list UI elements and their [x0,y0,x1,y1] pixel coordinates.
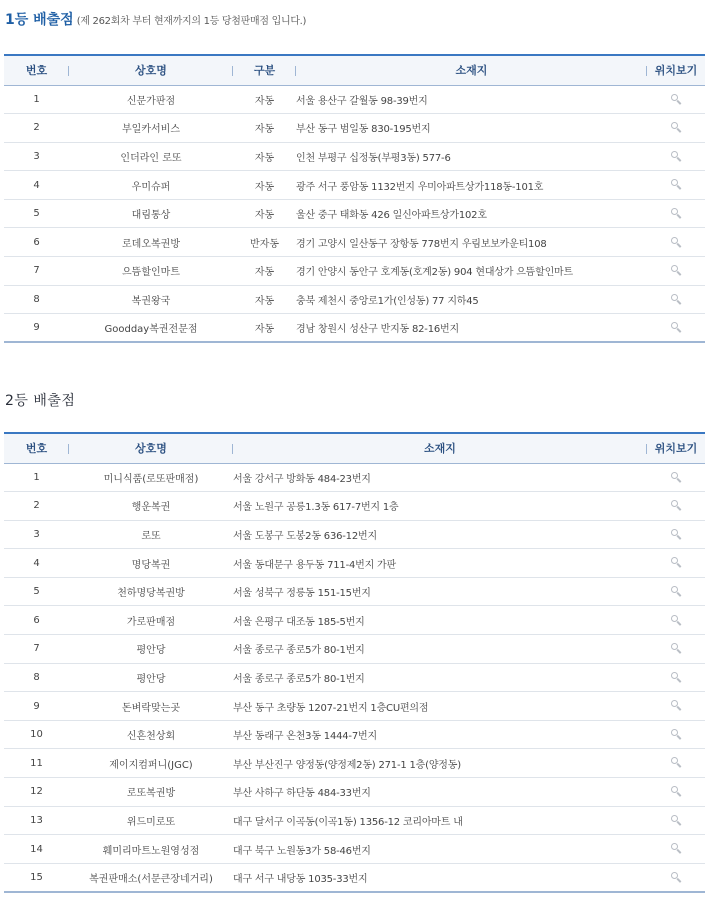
row-number: 2 [4,114,69,143]
col-header-address: 소재지 [296,55,647,85]
table-row [4,228,705,257]
shop-address: 광주 서구 풍암동 1132번지 우미아파트상가118동-101호 [296,171,647,200]
col-header-number: 번호 [4,55,69,85]
shop-name: 신흔천상회 [69,720,233,749]
row-number: 9 [4,692,69,721]
shop-name: 제이지컴퍼니(JGC) [69,749,233,778]
shop-address: 서울 동대문구 용두동 711-4번지 가판 [233,549,647,578]
selection-type: 자동 [233,199,296,228]
table-row [4,199,705,228]
table-row [4,606,705,635]
magnifier-icon[interactable] [671,265,682,276]
location-view-cell [647,778,705,807]
location-view-cell [647,749,705,778]
selection-type: 자동 [233,171,296,200]
magnifier-icon[interactable] [671,700,682,711]
magnifier-icon[interactable] [671,94,682,105]
row-number: 10 [4,720,69,749]
shop-address: 경남 창원시 성산구 반지동 82-16번지 [296,314,647,343]
row-number: 4 [4,549,69,578]
location-view-cell [647,285,705,314]
location-view-cell [647,549,705,578]
row-number: 3 [4,142,69,171]
row-number: 1 [4,85,69,114]
location-view-cell [647,142,705,171]
table-row [4,749,705,778]
table-row [4,85,705,114]
shop-name: 훼미리마트노원영성점 [69,835,233,864]
row-number: 12 [4,778,69,807]
table-row [4,114,705,143]
shop-name: 부일카서비스 [69,114,233,143]
table-header-row [4,433,705,463]
shop-address: 서울 용산구 갈월동 98-39번지 [296,85,647,114]
location-view-cell [647,492,705,521]
row-number: 13 [4,806,69,835]
shop-name: 인더라인 로또 [69,142,233,171]
magnifier-icon[interactable] [671,643,682,654]
second-prize-table [4,432,705,893]
table-row [4,285,705,314]
selection-type: 자동 [233,142,296,171]
table-row [4,463,705,492]
table-row [4,835,705,864]
shop-name: 명당복권 [69,549,233,578]
shop-address: 대구 북구 노원동3가 58-46번지 [233,835,647,864]
col-header-location: 위치보기 [647,55,705,85]
row-number: 6 [4,606,69,635]
shop-address: 서울 종로구 종로5가 80-1번지 [233,663,647,692]
row-number: 3 [4,520,69,549]
row-number: 6 [4,228,69,257]
magnifier-icon[interactable] [671,151,682,162]
shop-address: 서울 종로구 종로5가 80-1번지 [233,635,647,664]
magnifier-icon[interactable] [671,179,682,190]
table-header-row [4,55,705,85]
col-header-location: 위치보기 [647,433,705,463]
location-view-cell [647,257,705,286]
shop-name: 복권왕국 [69,285,233,314]
shop-name: 신문가판점 [69,85,233,114]
shop-address: 대구 달서구 이곡동(이곡1동) 1356-12 코리아마트 내 [233,806,647,835]
magnifier-icon[interactable] [671,529,682,540]
table-row [4,492,705,521]
table-row [4,663,705,692]
location-view-cell [647,114,705,143]
table-row [4,314,705,343]
table-row [4,806,705,835]
location-view-cell [647,606,705,635]
magnifier-icon[interactable] [671,472,682,483]
selection-type: 자동 [233,114,296,143]
magnifier-icon[interactable] [671,122,682,133]
location-view-cell [647,692,705,721]
shop-address: 부산 동구 범일동 830-195번지 [296,114,647,143]
first-prize-table [4,54,705,343]
shop-name: 로또 [69,520,233,549]
shop-name: 평안당 [69,635,233,664]
shop-address: 경기 고양시 일산동구 장항동 778번지 우림보보카운티108 [296,228,647,257]
row-number: 1 [4,463,69,492]
col-header-address: 소재지 [233,433,647,463]
table-row [4,863,705,892]
location-view-cell [647,463,705,492]
table-row [4,171,705,200]
row-number: 5 [4,199,69,228]
magnifier-icon[interactable] [671,872,682,883]
row-number: 5 [4,577,69,606]
location-view-cell [647,835,705,864]
shop-address: 충북 제천시 중앙로1가(인성동) 77 지하45 [296,285,647,314]
magnifier-icon[interactable] [671,557,682,568]
row-number: 14 [4,835,69,864]
table-row [4,520,705,549]
shop-address: 서울 도봉구 도봉2동 636-12번지 [233,520,647,549]
section2-title: 2등 배출점 [5,393,76,409]
row-number: 4 [4,171,69,200]
col-header-shop-name: 상호명 [69,433,233,463]
shop-address: 부산 동구 초량동 1207-21번지 1층CU편의점 [233,692,647,721]
shop-name: 행운복권 [69,492,233,521]
shop-address: 서울 노원구 공릉1.3동 617-7번지 1층 [233,492,647,521]
selection-type: 자동 [233,257,296,286]
magnifier-icon[interactable] [671,500,682,511]
selection-type: 반자동 [233,228,296,257]
shop-name: 로또복권방 [69,778,233,807]
shop-name: Goodday복권전문점 [69,314,233,343]
shop-name: 우미슈퍼 [69,171,233,200]
shop-name: 평안당 [69,663,233,692]
selection-type: 자동 [233,314,296,343]
row-number: 11 [4,749,69,778]
location-view-cell [647,663,705,692]
table-row [4,142,705,171]
col-header-number: 번호 [4,433,69,463]
shop-name: 으뜸할인마트 [69,257,233,286]
shop-address: 부산 사하구 하단동 484-33번지 [233,778,647,807]
magnifier-icon[interactable] [671,615,682,626]
table-row [4,778,705,807]
magnifier-icon[interactable] [671,815,682,826]
magnifier-icon[interactable] [671,586,682,597]
selection-type: 자동 [233,85,296,114]
row-number: 8 [4,663,69,692]
selection-type: 자동 [233,285,296,314]
shop-address: 울산 중구 태화동 426 일신아파트상가102호 [296,199,647,228]
location-view-cell [647,577,705,606]
shop-name: 돈벼락맞는곳 [69,692,233,721]
magnifier-icon[interactable] [671,322,682,333]
location-view-cell [647,720,705,749]
location-view-cell [647,635,705,664]
shop-name: 미니식품(로또판매점) [69,463,233,492]
section2-heading [5,390,75,410]
shop-address: 서울 강서구 방화동 484-23번지 [233,463,647,492]
table-row [4,720,705,749]
magnifier-icon[interactable] [671,757,682,768]
shop-name: 복권판매소(서문큰장네거리) [69,863,233,892]
shop-address: 서울 성북구 정릉동 151-15번지 [233,577,647,606]
magnifier-icon[interactable] [671,786,682,797]
table-row [4,549,705,578]
section1-heading [5,9,306,29]
shop-address: 경기 안양시 동안구 호계동(호계2동) 904 현대상가 으뜸할인마트 [296,257,647,286]
magnifier-icon[interactable] [671,843,682,854]
location-view-cell [647,314,705,343]
magnifier-icon[interactable] [671,237,682,248]
row-number: 7 [4,635,69,664]
location-view-cell [647,863,705,892]
shop-name: 가로판매점 [69,606,233,635]
magnifier-icon[interactable] [671,294,682,305]
magnifier-icon[interactable] [671,208,682,219]
shop-name: 대림통상 [69,199,233,228]
table-row [4,635,705,664]
col-header-shop-name: 상호명 [69,55,233,85]
shop-address: 부산 동래구 온천3동 1444-7번지 [233,720,647,749]
row-number: 7 [4,257,69,286]
col-header-type: 구분 [233,55,296,85]
table-row [4,692,705,721]
row-number: 2 [4,492,69,521]
shop-address: 인천 부평구 십정동(부평3동) 577-6 [296,142,647,171]
magnifier-icon[interactable] [671,729,682,740]
shop-name: 로데오복권방 [69,228,233,257]
shop-name: 천하명당복권방 [69,577,233,606]
location-view-cell [647,199,705,228]
location-view-cell [647,520,705,549]
table-row [4,577,705,606]
section1-note: (제 262회차 부터 현재까지의 1등 당첨판매점 입니다.) [76,16,307,27]
shop-address: 서울 은평구 대조동 185-5번지 [233,606,647,635]
location-view-cell [647,806,705,835]
location-view-cell [647,85,705,114]
row-number: 9 [4,314,69,343]
row-number: 15 [4,863,69,892]
location-view-cell [647,228,705,257]
shop-address: 대구 서구 내당동 1035-33번지 [233,863,647,892]
magnifier-icon[interactable] [671,672,682,683]
shop-address: 부산 부산진구 양정동(양정제2동) 271-1 1층(양정동) [233,749,647,778]
shop-name: 위드미로또 [69,806,233,835]
section1-title: 1등 배출점 [5,12,74,28]
table-row [4,257,705,286]
location-view-cell [647,171,705,200]
row-number: 8 [4,285,69,314]
